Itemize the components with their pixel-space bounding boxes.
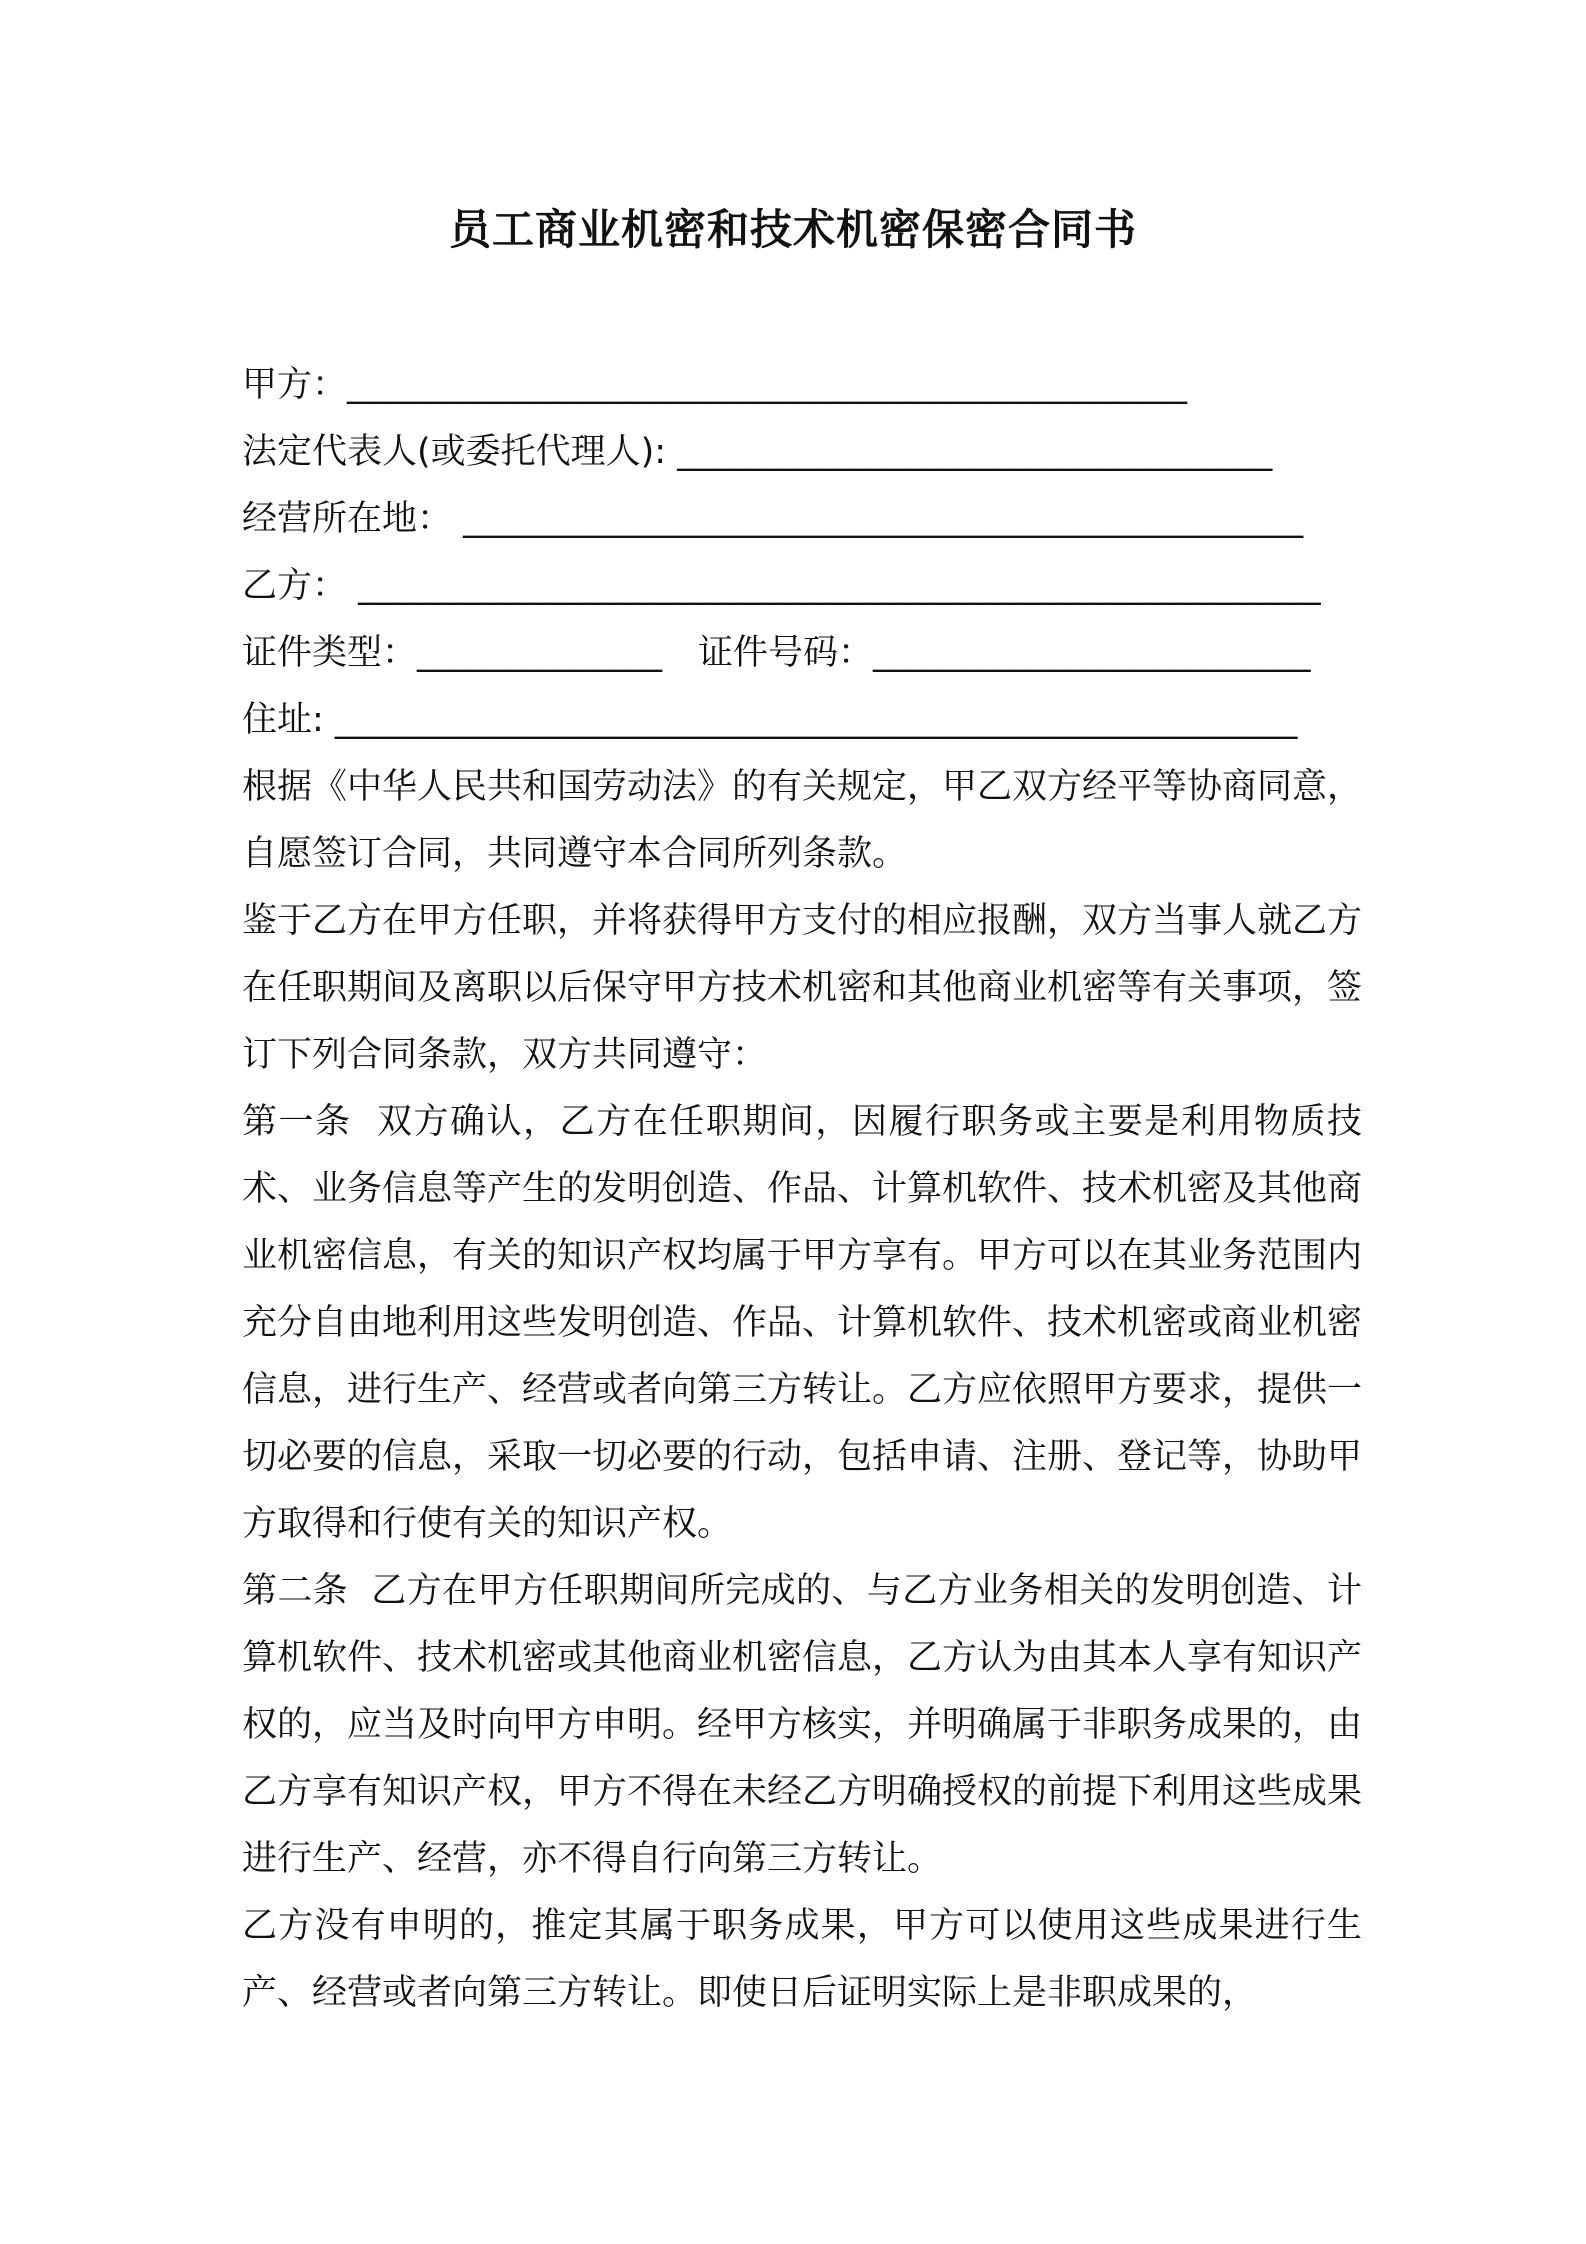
article-1 bbox=[242, 1089, 1362, 1558]
preamble-paragraph: 根据《中华人民共和国劳动法》的有关规定，甲乙双方经平等协商同意，自愿签订合同，共同遵守本合同所列条款。 bbox=[242, 767, 1363, 874]
recital-paragraph: 鉴于乙方在甲方任职，并将获得甲方支付的相应报酬，双方当事人就乙方在任职期间及离职以后保守甲方技术机密和其他商业机密等有关事项，签订下列合同条款，双方共同遵守： bbox=[242, 901, 1363, 1075]
party-a-field bbox=[242, 352, 1362, 419]
article-2-heading: 第二条 bbox=[242, 1571, 349, 1611]
party-b-field bbox=[242, 553, 1362, 620]
id-number-label: 证件号码： bbox=[698, 633, 874, 673]
article-2-text: 乙方在甲方任职期间所完成的、与乙方业务相关的发明创造、计算机软件、技术机密或其他商业机密信息，乙方认为由其本人享有知识产权的，应当及时向甲方申明。经甲方核实，并明确属于非职务成果的，由乙方享有知识产权，甲方不得在未经乙方明确授权的前提下利用这些成果进行生产、经营，亦不得自行向第三方转让。 bbox=[242, 1571, 1363, 1879]
article-2-continuation: 乙方没有申明的，推定其属于职务成果，甲方可以使用这些成果进行生产、经营或者向第三方转让。即使日后证明实际上是非职成果的， bbox=[242, 1906, 1362, 2013]
business-location-label: 经营所在地： bbox=[242, 499, 464, 539]
id-number-blank[interactable]: _________________________ bbox=[873, 633, 1311, 673]
article-2 bbox=[242, 1558, 1362, 1893]
legal-representative-field bbox=[242, 419, 1362, 486]
id-type-label: 证件类型： bbox=[242, 633, 418, 673]
party-b-blank[interactable]: _______________________________________________________ bbox=[358, 566, 1321, 606]
id-field-row bbox=[242, 620, 1362, 687]
document-title: 员工商业机密和技术机密保密合同书 bbox=[448, 205, 1137, 254]
address-label: 住址: bbox=[242, 700, 335, 740]
address-blank[interactable]: _______________________________________________________ bbox=[334, 700, 1298, 740]
party-a-blank[interactable]: ________________________________________________ bbox=[347, 365, 1188, 405]
article-1-text: 双方确认，乙方在任职期间，因履行职务或主要是利用物质技术、业务信息等产生的发明创造、作品、计算机软件、技术机密及其他商业机密信息，有关的知识产权均属于甲方享有。甲方可以在其业务范围内充分自由地利用这些发明创造、作品、计算机软件、技术机密或商业机密信息，进行生产、经营或者向第三方转让。乙方应依照甲方要求，提供一切必要的信息，采取一切必要的行动，包括申请、注册、登记等，协助甲方取得和行使有关的知识产权。 bbox=[242, 1102, 1363, 1544]
address-field bbox=[242, 687, 1362, 754]
business-location-blank[interactable]: ________________________________________________ bbox=[463, 499, 1304, 539]
legal-representative-blank[interactable]: __________________________________ bbox=[677, 432, 1273, 472]
article-1-heading: 第一条 bbox=[242, 1102, 352, 1142]
legal-representative-label: 法定代表人(或委托代理人): bbox=[242, 432, 678, 472]
id-type-blank[interactable]: ______________ bbox=[417, 633, 663, 673]
business-location-field bbox=[242, 486, 1362, 553]
document-body bbox=[242, 352, 1362, 2027]
party-b-label: 乙方： bbox=[242, 566, 359, 606]
party-a-label: 甲方： bbox=[242, 365, 348, 405]
